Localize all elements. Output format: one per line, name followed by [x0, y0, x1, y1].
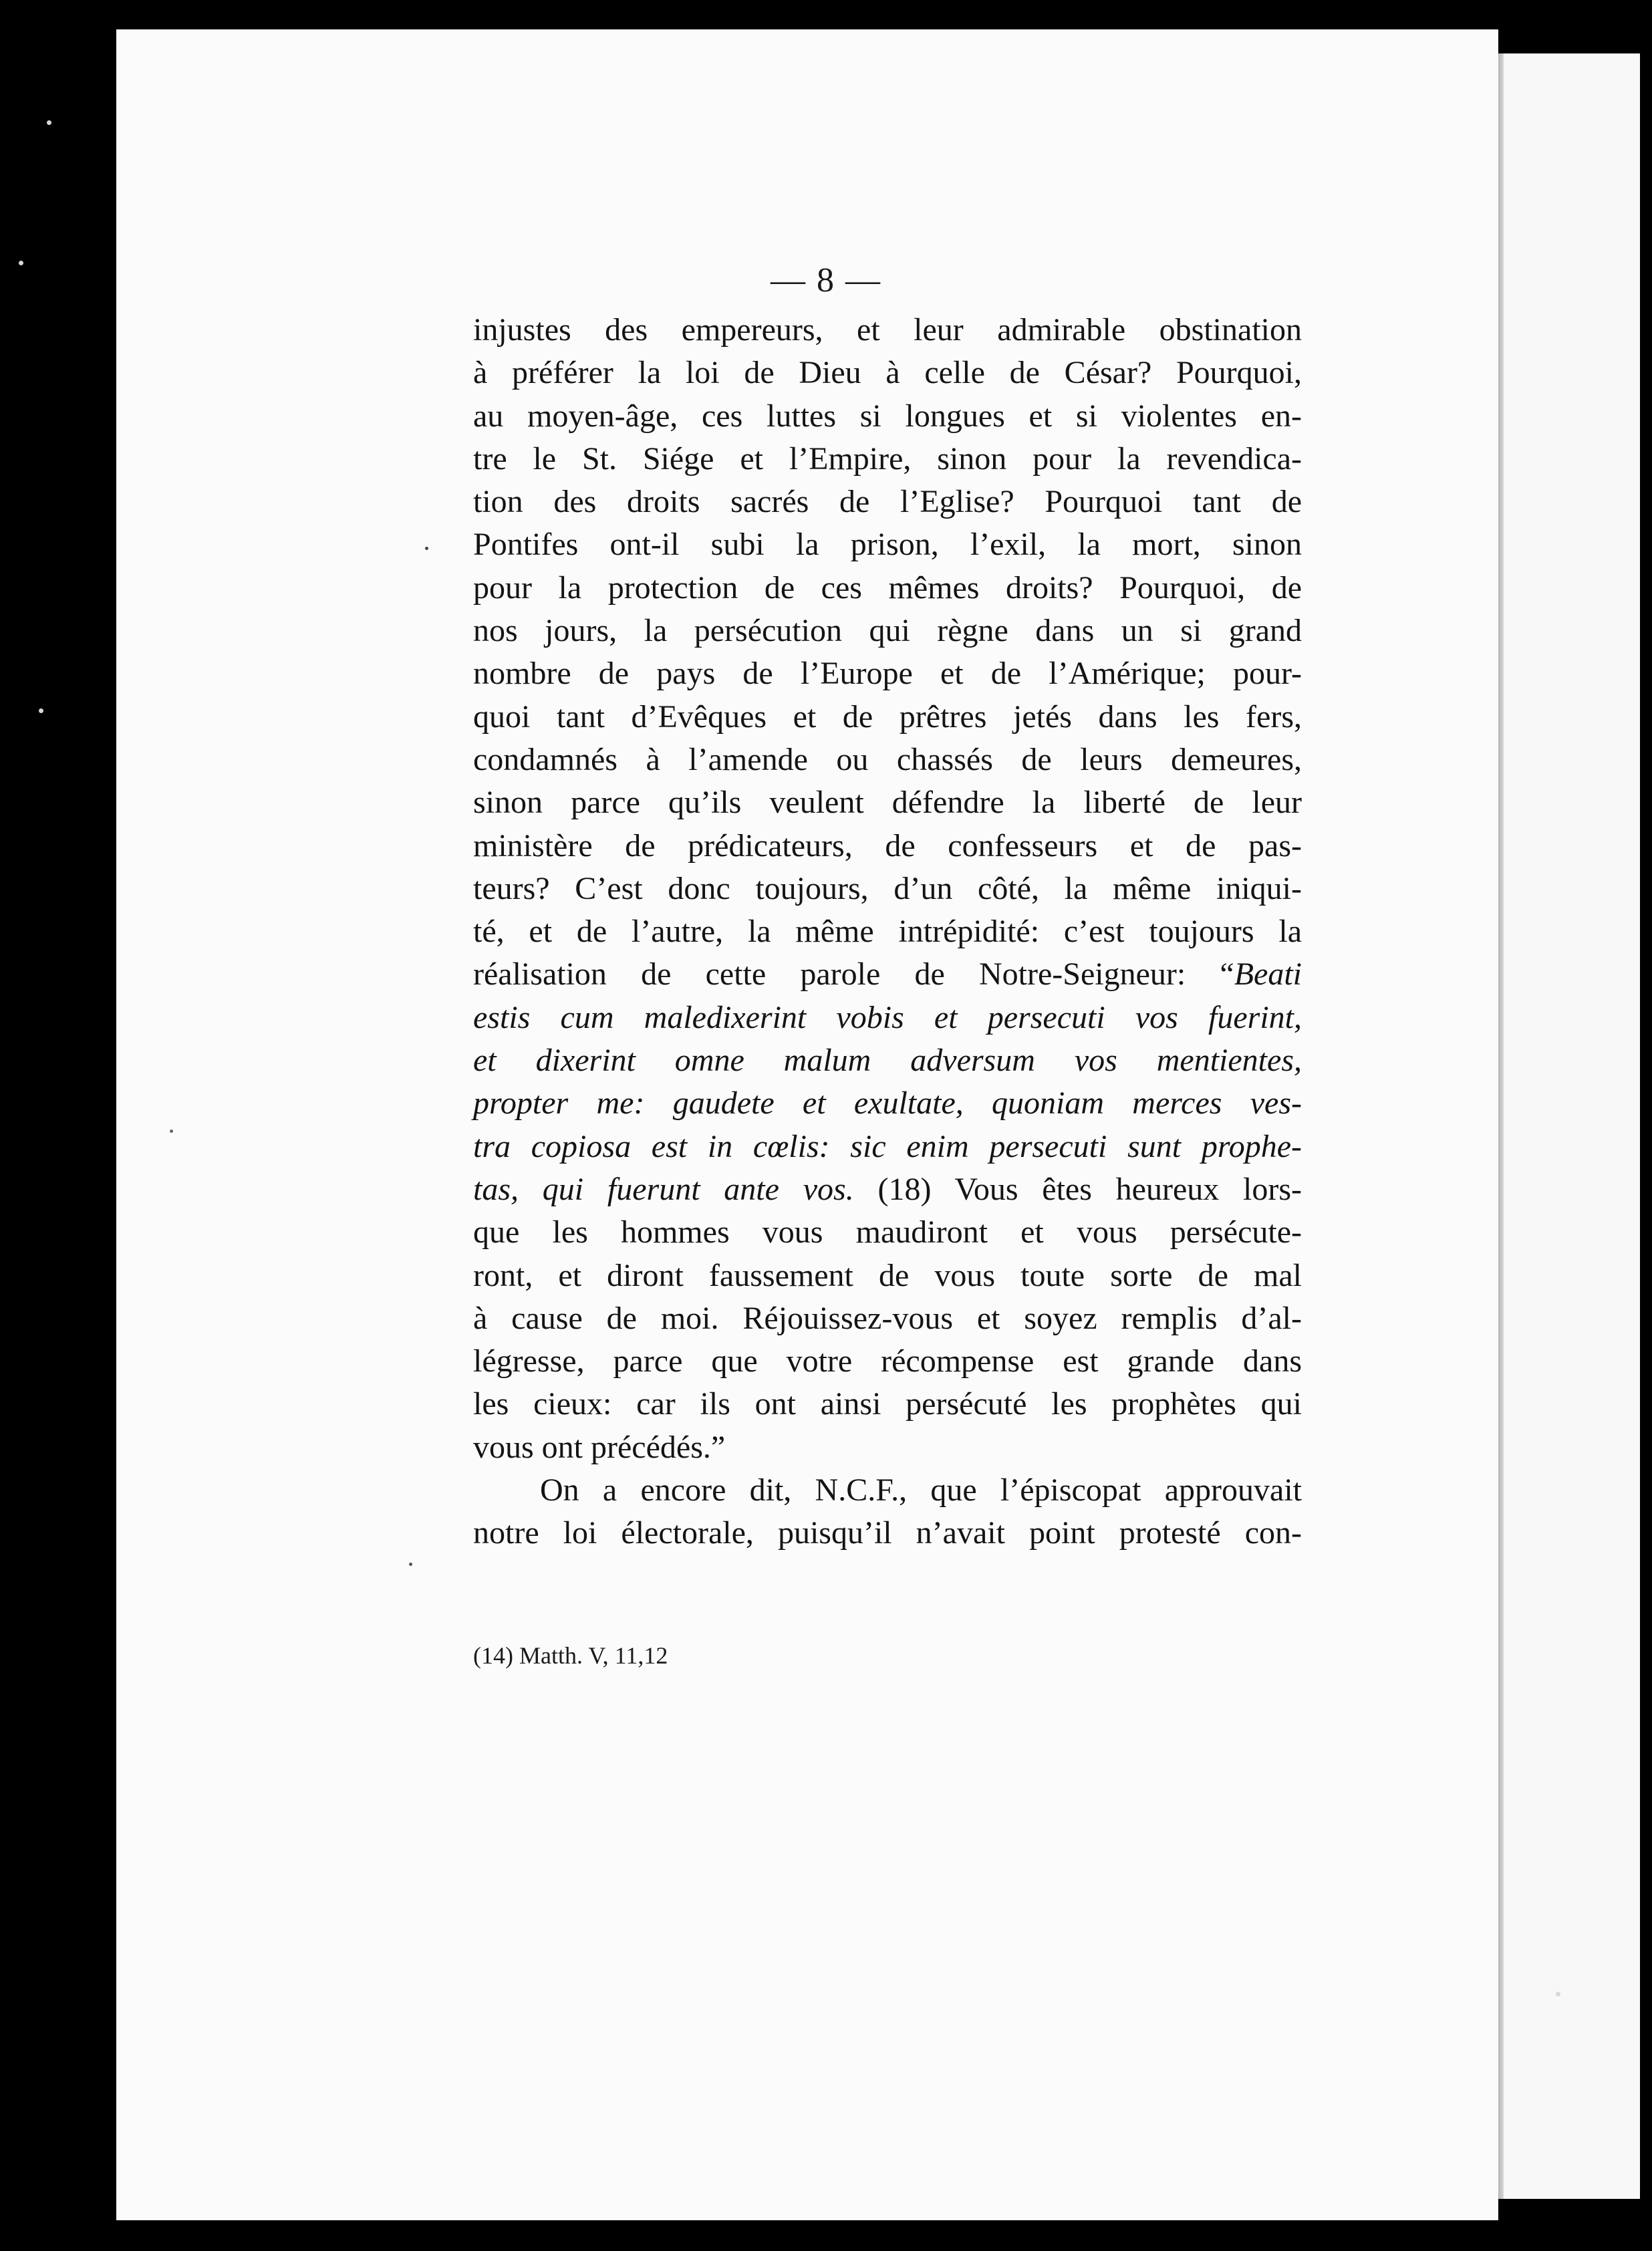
ink-speck: [425, 547, 428, 550]
line-text: tion des droits sacrés de l’Eglise? Pourquoi tant de: [473, 484, 1302, 520]
footnote: (14) Matth. V, 11,12: [473, 1642, 668, 1669]
line-text: sinon parce qu’ils veulent défendre la liberté de leur: [473, 785, 1302, 821]
scan-speck: [39, 708, 43, 713]
line-text: légresse, parce que votre récompense est grande dans: [473, 1343, 1302, 1379]
text-line: [473, 1426, 1302, 1469]
line-text: teurs? C’est donc toujours, d’un côté, la même iniqui-: [473, 870, 1302, 906]
line-text: ministère de prédicateurs, de confesseurs et de pas-: [473, 827, 1302, 864]
facing-page-edge: [1502, 53, 1640, 2199]
line-text: condamnés à l’amende ou chassés de leurs demeures,: [473, 741, 1302, 777]
latin-quotation: Beati: [1234, 956, 1302, 992]
text-line: [473, 910, 1302, 953]
text-line: [473, 1211, 1302, 1254]
text-line: [473, 868, 1302, 910]
line-text: réalisation de cette parole de Notre-Seigneur: “: [473, 956, 1234, 992]
line-text: injustes des empereurs, et leur admirable obstination: [473, 312, 1302, 348]
scan-speck: [1556, 1992, 1560, 1996]
line-text: On a encore dit, N.C.F., que l’épiscopat approuvait: [540, 1472, 1302, 1508]
text-line: [473, 1254, 1302, 1297]
text-line: [473, 1082, 1302, 1125]
text-line: [473, 1512, 1302, 1555]
ink-speck: [409, 1563, 412, 1566]
line-text: té, et de l’autre, la même intrépidité: c’est toujours la: [473, 914, 1302, 950]
text-line: [473, 610, 1302, 652]
page-number: — 8 —: [771, 261, 881, 299]
text-line: [473, 1469, 1302, 1512]
text-line: [473, 395, 1302, 438]
latin-quotation: tas, qui fuerunt ante vos.: [473, 1171, 854, 1207]
line-text: quoi tant d’Evêques et de prêtres jetés dans les fers,: [473, 698, 1302, 735]
text-line: [473, 953, 1302, 996]
text-line: [473, 438, 1302, 481]
line-text: Pontifes ont-il subi la prison, l’exil, la mort, sinon: [473, 527, 1302, 563]
line-text: que les hommes vous maudiront et vous persécute-: [473, 1214, 1302, 1250]
text-line: [473, 1383, 1302, 1426]
text-line: [473, 352, 1302, 394]
line-text: nos jours, la persécution qui règne dans un si grand: [473, 613, 1302, 649]
text-line: [473, 652, 1302, 695]
text-line: [473, 825, 1302, 868]
text-line: [473, 1340, 1302, 1383]
latin-quotation: propter me: gaudete et exultate, quoniam merces ves-: [473, 1085, 1302, 1121]
line-text: tre le St. Siége et l’Empire, sinon pour la revendica-: [473, 440, 1302, 477]
line-text: pour la protection de ces mêmes droits? Pourquoi, de: [473, 569, 1302, 606]
line-text: vous ont précédés.”: [473, 1429, 726, 1465]
line-text: nombre de pays de l’Europe et de l’Amérique; pour-: [473, 656, 1302, 692]
line-text: ront, et diront faussement de vous toute sorte de mal: [473, 1257, 1302, 1293]
text-line: [473, 781, 1302, 824]
text-line: [473, 309, 1302, 352]
ink-speck: [170, 1130, 173, 1133]
text-line: [473, 1297, 1302, 1340]
line-text: à cause de moi. Réjouissez-vous et soyez remplis d’al-: [473, 1300, 1302, 1336]
line-text: notre loi électorale, puisqu’il n’avait point protesté con-: [473, 1515, 1302, 1551]
text-line: [473, 997, 1302, 1039]
latin-quotation: estis cum maledixerint vobis et persecuti vos fuerint,: [473, 999, 1302, 1035]
text-line: [473, 739, 1302, 781]
text-line: [473, 523, 1302, 566]
text-line: [473, 1168, 1302, 1211]
latin-quotation: et dixerint omne malum adversum vos mentientes,: [473, 1043, 1302, 1079]
line-text: au moyen-âge, ces luttes si longues et si violentes en-: [473, 398, 1302, 434]
body-text: [473, 309, 1302, 1555]
text-line: [473, 1126, 1302, 1168]
text-line: [473, 1039, 1302, 1082]
line-text: à préférer la loi de Dieu à celle de César? Pourquoi,: [473, 355, 1302, 391]
text-line: [473, 696, 1302, 739]
text-line: [473, 481, 1302, 523]
text-line: [473, 567, 1302, 610]
scan-speck: [47, 120, 51, 125]
line-text: les cieux: car ils ont ainsi persécuté les prophètes qui: [473, 1386, 1302, 1422]
line-text: (18) Vous êtes heureux lors-: [853, 1171, 1302, 1207]
latin-quotation: tra copiosa est in cœlis: sic enim persecuti sunt prophe-: [473, 1128, 1302, 1164]
